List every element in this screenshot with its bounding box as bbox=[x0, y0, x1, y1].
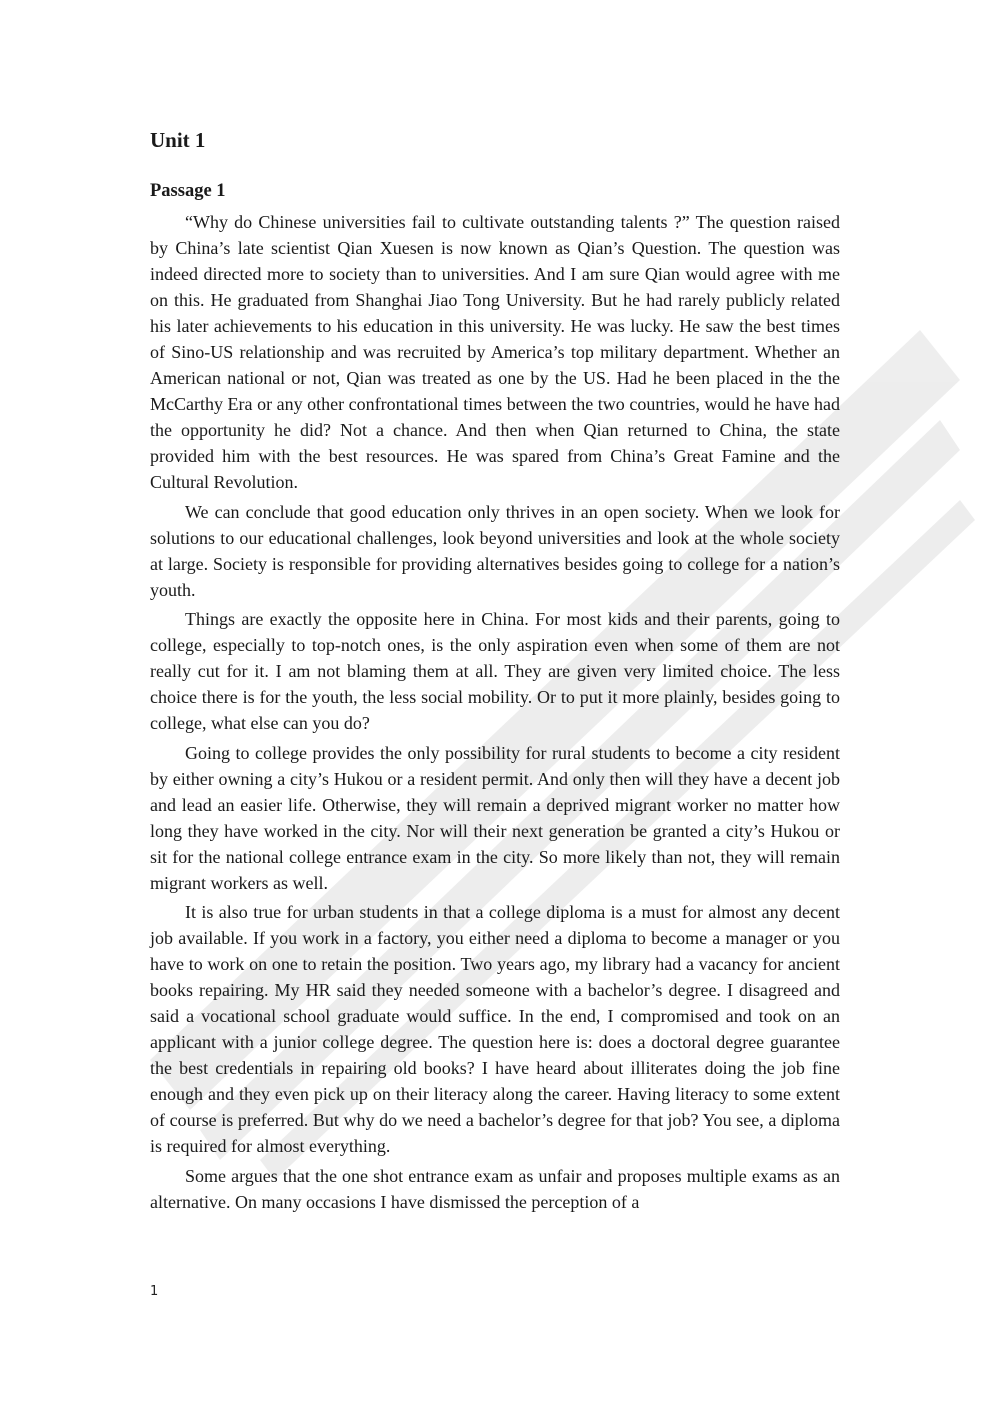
paragraph: It is also true for urban students in that a college diploma is a must for almost any decent job available. If you work in a factory, you either need a diploma to become a manager or you have to work on one to retain the position. Two years ago, my library had a vacancy for ancient books repairing. My HR said they needed someone with a bachelor’s degree. I disagreed and said a vocational school graduate would suffice. In the end, I compromised and took on an applicant with a junior college degree. The question here is: does a doctoral degree guarantee the best credentials in repairing old books? I have heard about illiterates doing the job fine enough and they even pick up on their literacy along the career. Having literacy to some extent of course is preferred. But why do we need a bachelor’s degree for that job? You see, a diploma is required for almost everything. bbox=[150, 902, 840, 1157]
page-number: 1 bbox=[150, 1284, 159, 1299]
paragraph: Things are exactly the opposite here in China. For most kids and their parents, going to college, especially to top-notch ones, is the only aspiration even when some of them are not really cut for it. I am not blaming them at all. They are given very limited choice. The less choice there is for the youth, the less social mobility. Or to put it more plainly, besides going to college, what else can you do? bbox=[150, 609, 840, 734]
document-page bbox=[150, 128, 840, 1218]
passage-title: Passage 1 bbox=[150, 181, 226, 202]
paragraph: Going to college provides the only possibility for rural students to become a city resident by either owning a city’s Hukou or a resident permit. And only then will they have a decent job and lead an easier life. Otherwise, they will remain a deprived migrant worker no matter how long they have worked in the city. Nor will their next generation be granted a city’s Hukou or sit for the national college entrance exam in the city. So more likely than not, they will remain migrant workers as well. bbox=[150, 742, 840, 893]
unit-title: Unit 1 bbox=[150, 128, 206, 152]
paragraph: We can conclude that good education only thrives in an open society. When we look for solutions to our educational challenges, look beyond universities and look at the whole society at large. Society is responsible for providing alternatives besides going to college for a nation’s youth. bbox=[150, 501, 840, 600]
paragraph: “Why do Chinese universities fail to cultivate outstanding talents ?” The question raised by China’s late scientist Qian Xuesen is now known as Qian’s Question. The question was indeed directed more to society than to universities. And I am sure Qian would agree with me on this. He graduated from Shanghai Jiao Tong University. But he had rarely publicly related his later achievements to his education in this university. He was lucky. He saw the best times of Sino-US relationship and was recruited by America’s top military department. Whether an American national or not, Qian was treated as one by the US. Had he been placed in the the McCarthy Era or any other confrontational times between the two countries, would he have had the opportunity he did? Not a chance. And then when Qian returned to China, the state provided him with the best resources. He was spared from China’s Great Famine and the Cultural Revolution. bbox=[150, 212, 840, 493]
paragraph: Some argues that the one shot entrance exam as unfair and proposes multiple exams as an alternative. On many occasions I have dismissed the perception of a bbox=[150, 1165, 840, 1212]
